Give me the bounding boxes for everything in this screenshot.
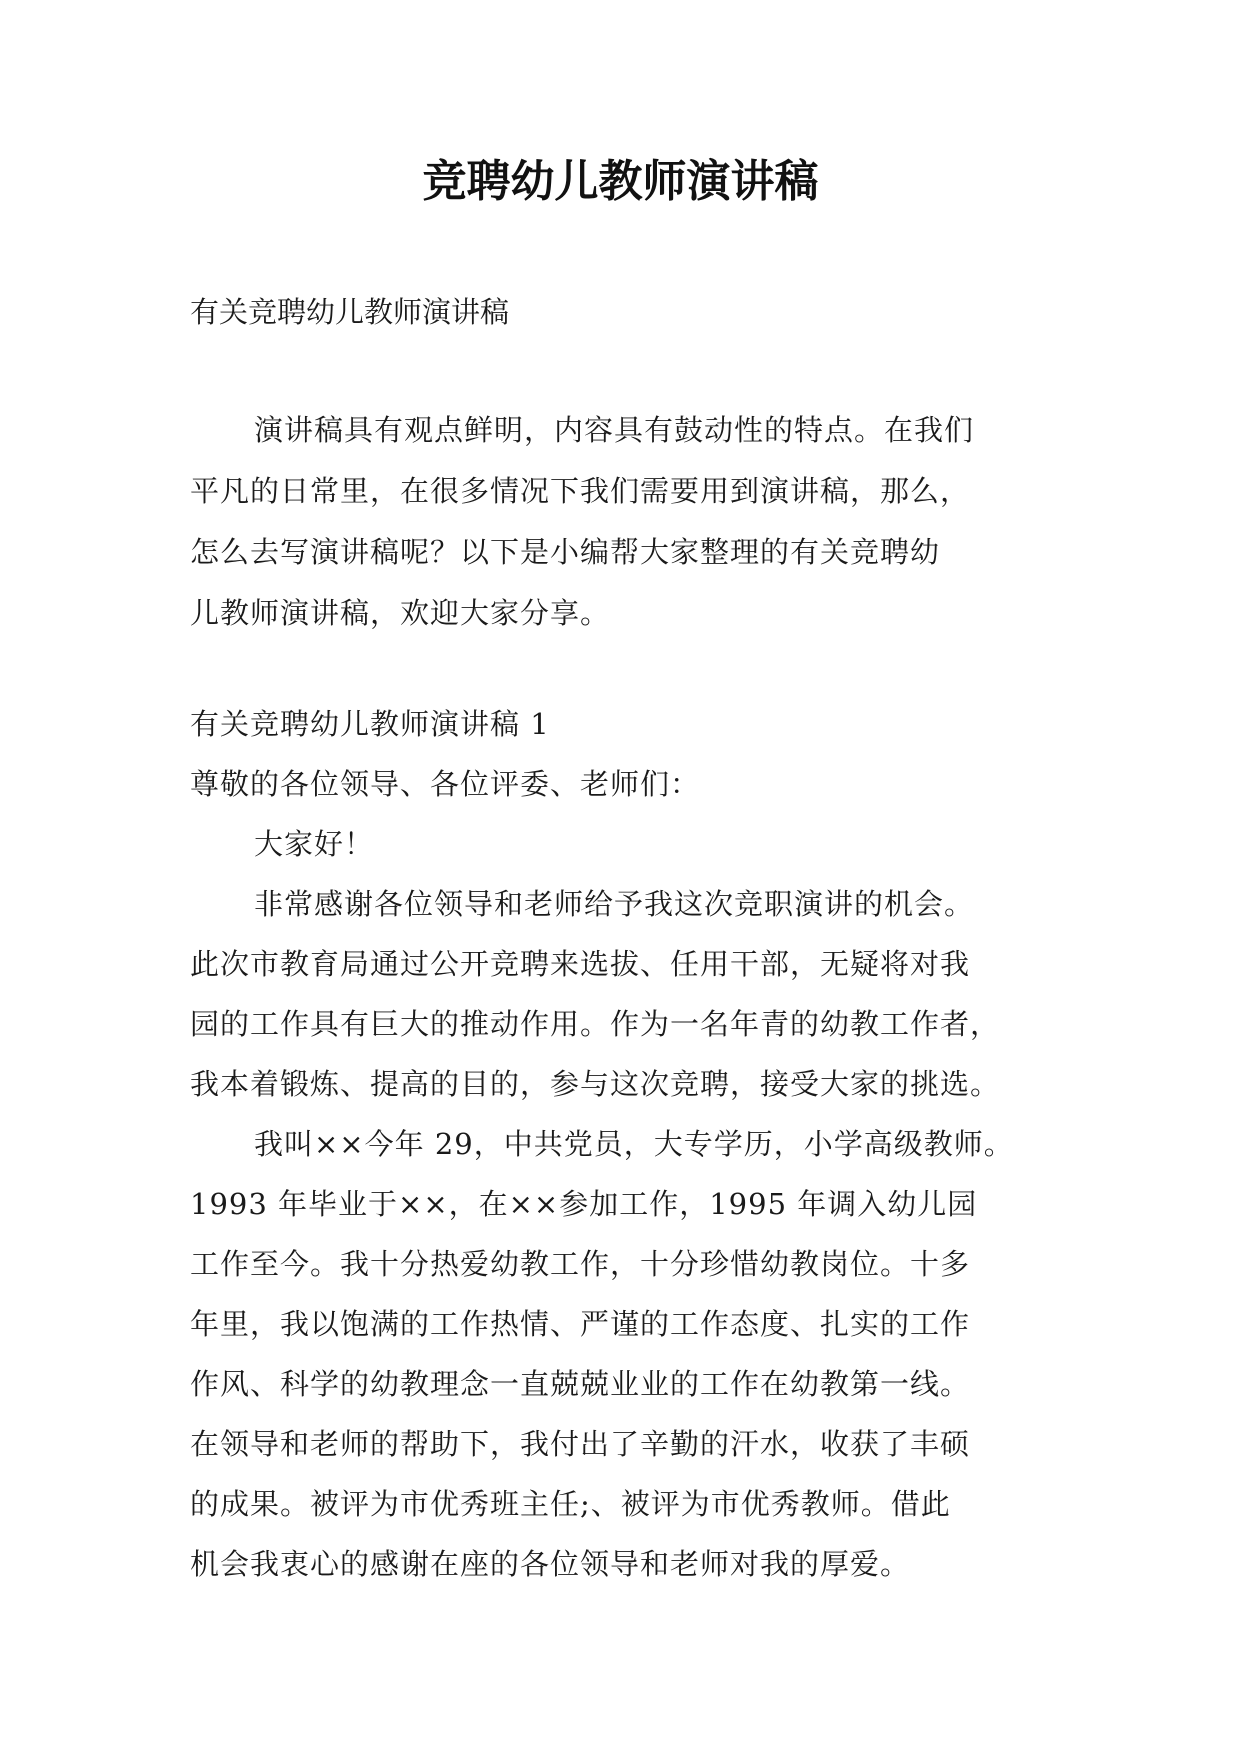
greeting: 大家好！ [254, 827, 375, 861]
speech-section [190, 694, 1070, 1594]
paragraph-line: 作风、科学的幼教理念一直兢兢业业的工作在幼教第一线。 [190, 1367, 971, 1401]
paragraph-line: 工作至今。我十分热爱幼教工作，十分珍惜幼教岗位。十多 [190, 1247, 971, 1281]
intro-line: 平凡的日常里，在很多情况下我们需要用到演讲稿，那么， [190, 474, 971, 508]
paragraph-line: 我本着锻炼、提高的目的，参与这次竞聘，接受大家的挑选。 [190, 1067, 1001, 1101]
document-title: 竞聘幼儿教师演讲稿 [422, 156, 819, 207]
paragraph-line: 在领导和老师的帮助下，我付出了辛勤的汗水，收获了丰硕 [190, 1427, 971, 1461]
paragraph-line: 园的工作具有巨大的推动作用。作为一名年青的幼教工作者， [190, 1007, 1001, 1041]
intro-line: 儿教师演讲稿，欢迎大家分享。 [190, 596, 611, 630]
paragraph-line: 的成果。被评为市优秀班主任;、被评为市优秀教师。借此 [190, 1487, 951, 1521]
document-subtitle: 有关竞聘幼儿教师演讲稿 [190, 295, 510, 329]
paragraph-line: 1993 年毕业于××，在××参加工作，1995 年调入幼儿园 [190, 1187, 978, 1221]
paragraph-line: 年里，我以饱满的工作热情、严谨的工作态度、扎实的工作 [190, 1307, 971, 1341]
intro-line: 演讲稿具有观点鲜明，内容具有鼓动性的特点。在我们 [254, 413, 975, 447]
salutation: 尊敬的各位领导、各位评委、老师们： [190, 767, 701, 801]
paragraph-line: 机会我衷心的感谢在座的各位领导和老师对我的厚爱。 [190, 1547, 911, 1581]
section-heading: 有关竞聘幼儿教师演讲稿 1 [190, 707, 550, 741]
intro-paragraph [190, 400, 1070, 644]
paragraph-line: 此次市教育局通过公开竞聘来选拔、任用干部，无疑将对我 [190, 947, 971, 981]
paragraph-line: 我叫××今年 29，中共党员，大专学历，小学高级教师。 [254, 1127, 1014, 1161]
paragraph-line: 非常感谢各位领导和老师给予我这次竞职演讲的机会。 [254, 887, 975, 921]
intro-line: 怎么去写演讲稿呢？以下是小编帮大家整理的有关竞聘幼 [190, 535, 941, 569]
